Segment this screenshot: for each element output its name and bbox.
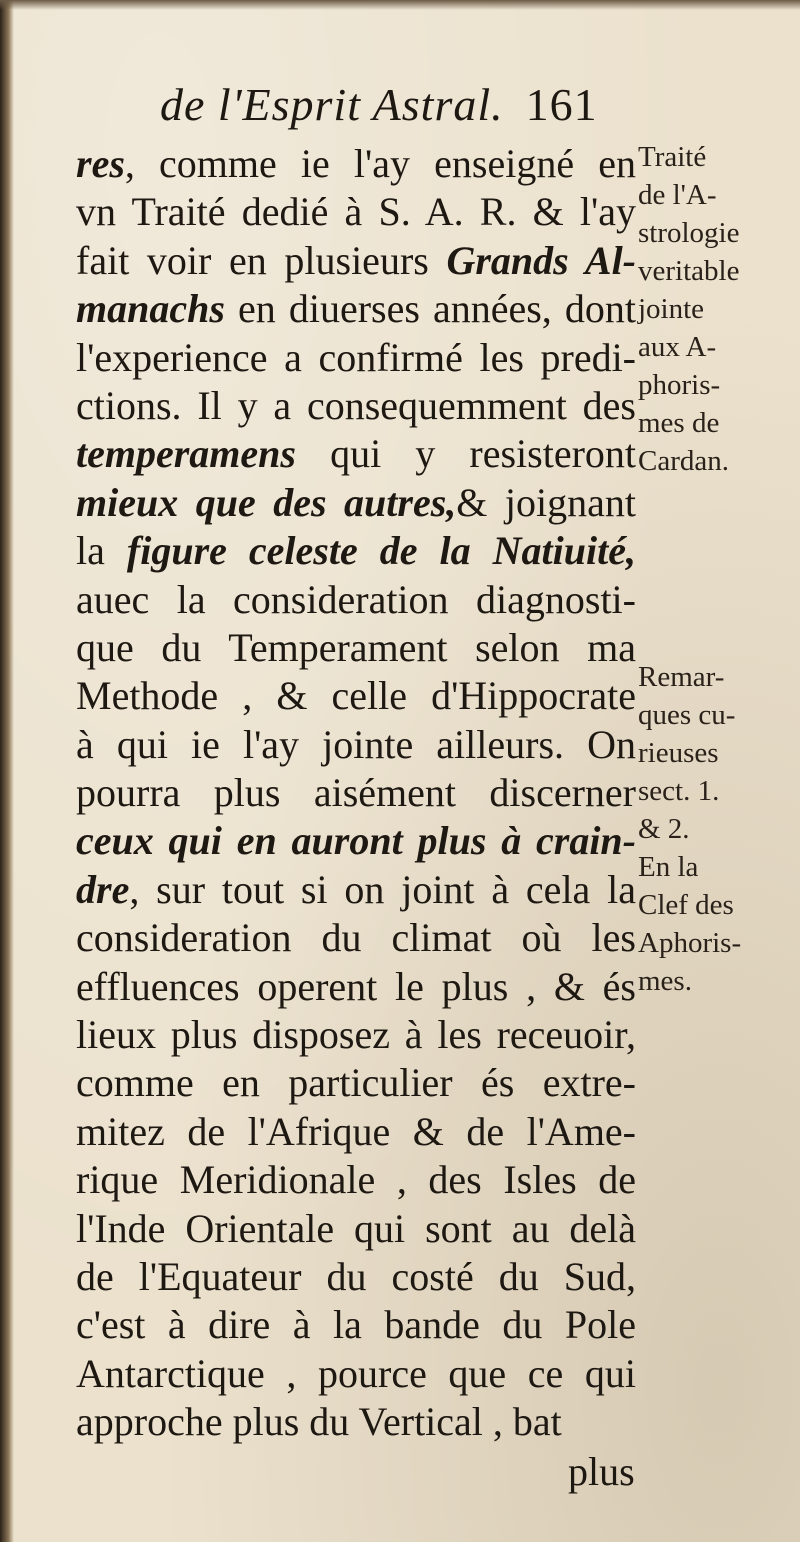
margin-note-line: En la (638, 851, 699, 883)
margin-note-line: mes. (638, 965, 692, 997)
text-line (76, 285, 636, 333)
text-line (76, 479, 636, 527)
text-line (76, 866, 636, 914)
margin-note (638, 138, 798, 480)
text-run: comme en particulier és extre- (76, 1060, 636, 1106)
margin-note-line: de l'A- (638, 179, 717, 211)
text-line (76, 527, 636, 575)
text-run: fait voir en plusieurs (76, 237, 447, 283)
italic-run: dre (76, 866, 130, 912)
text-line (76, 624, 636, 672)
text-run: c'est à dire à la bande du Pole (76, 1302, 636, 1348)
text-run: ctions. Il y a consequemment des (76, 382, 636, 428)
margin-note-line: sect. 1. (638, 775, 720, 807)
text-line (76, 672, 636, 720)
text-run: vn Traité dedié à S. A. R. & l'ay (76, 189, 636, 235)
text-run: à qui ie l'ay jointe ailleurs. On (76, 721, 636, 767)
text-line (76, 1205, 636, 1253)
body-text (76, 140, 636, 1447)
margin-note (638, 658, 798, 1000)
text-run: approche plus du Vertical , bat (76, 1399, 562, 1445)
text-run: consideration du climat où les (76, 915, 636, 961)
margin-note-line: jointe (638, 293, 705, 325)
text-run: effluences operent le plus , & és (76, 963, 636, 1009)
margin-note-line: Cardan. (638, 445, 729, 477)
margin-note-line: & 2. (638, 813, 690, 845)
margin-note-line: rieuses (638, 737, 719, 769)
text-run: lieux plus disposez à les receuoir, (76, 1012, 636, 1058)
text-run: & joignant (456, 479, 636, 525)
text-line (76, 1108, 636, 1156)
text-run: , comme ie l'ay enseigné en (124, 141, 636, 186)
italic-run: figure celeste de la Natiuité, (126, 528, 636, 574)
text-line (76, 914, 636, 962)
running-head-title: de l'Esprit Astral. (160, 79, 504, 130)
margin-note-line: Remar- (638, 661, 725, 693)
text-run: Antarctique , pource que ce qui (76, 1350, 636, 1396)
text-line (76, 1011, 636, 1059)
text-run: , sur tout si on joint à cela la (129, 866, 636, 912)
margin-note-line: ques cu- (638, 699, 736, 731)
margin-note-line: phoris- (638, 369, 721, 401)
text-line (76, 430, 636, 478)
text-run: mitez de l'Afrique & de l'Ame- (76, 1108, 636, 1154)
text-line (76, 769, 636, 817)
italic-run: Grands Al- (446, 237, 636, 283)
text-run: Methode , & celle d'Hippocrate (76, 673, 636, 719)
italic-run: temperamens (76, 431, 296, 477)
italic-run: manachs (76, 286, 225, 332)
text-run: l'Inde Orientale qui sont au delà (76, 1205, 636, 1251)
margin-note-line: veritable (638, 255, 740, 287)
margin-note-line: Aphoris- (638, 927, 742, 959)
text-run: la (76, 528, 127, 574)
margin-note-line: Clef des (638, 889, 734, 921)
margin-note-line: strologie (638, 217, 740, 249)
margin-note-line: mes de (638, 407, 720, 439)
text-run: en diuerses années, dont (224, 286, 636, 332)
text-run: que du Temperament selon ma (76, 624, 636, 670)
text-run: de l'Equateur du costé du Sud, (76, 1253, 636, 1299)
italic-run: ceux qui en auront plus à crain- (76, 818, 636, 864)
text-line (76, 1253, 636, 1301)
text-line (76, 1398, 636, 1446)
text-run: pourra plus aisément discerner (76, 770, 636, 816)
text-run: auec la consideration diagnosti- (76, 576, 636, 622)
page-gutter-shadow (0, 0, 14, 1542)
text-line (76, 721, 636, 769)
catchword: plus (568, 1449, 635, 1494)
text-line (76, 1156, 636, 1204)
text-line (76, 140, 636, 188)
text-line (76, 576, 636, 624)
text-line (76, 1301, 636, 1349)
text-run: l'experience a confirmé les predi- (76, 334, 636, 380)
text-line (76, 334, 636, 382)
running-head (160, 78, 620, 140)
text-run: qui y resisteront (295, 431, 636, 477)
margin-note-line: aux A- (638, 331, 717, 363)
text-line (76, 1059, 636, 1107)
text-line (76, 817, 636, 865)
page-number: 161 (525, 79, 598, 130)
text-line (76, 963, 636, 1011)
text-run: rique Meridionale , des Isles de (76, 1157, 636, 1203)
margin-note-line: Traité (638, 141, 707, 173)
text-line (76, 382, 636, 430)
text-line (76, 188, 636, 236)
text-line (76, 1350, 636, 1398)
page-top-shadow (0, 0, 800, 10)
italic-run: mieux que des autres, (76, 479, 457, 525)
italic-run: res (76, 141, 125, 186)
text-line (76, 237, 636, 285)
